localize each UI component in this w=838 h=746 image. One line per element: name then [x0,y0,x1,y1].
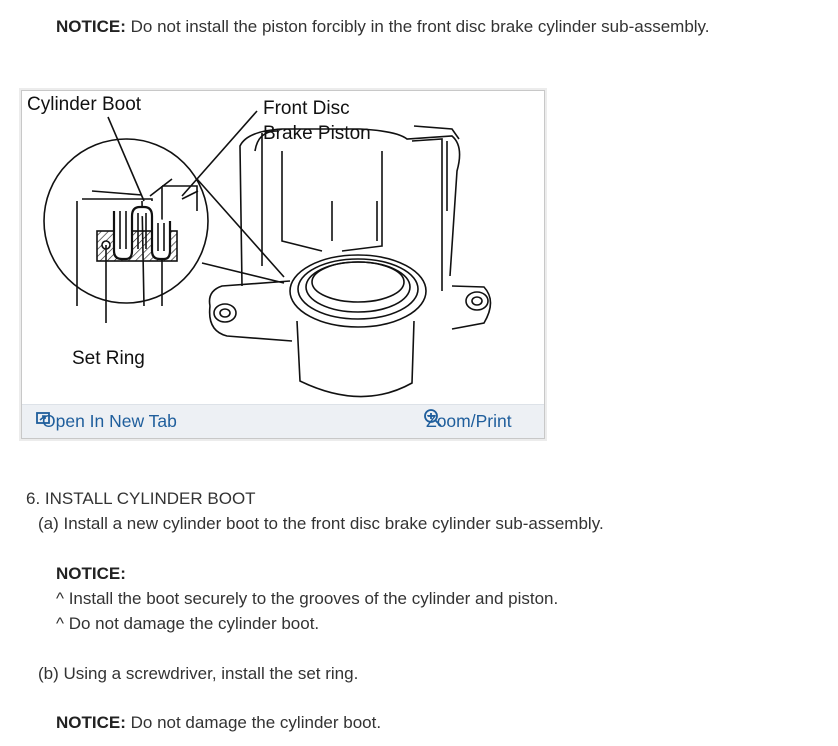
step-6a-bullet-1: ^ Install the boot securely to the grooves of the cylinder and piston. [56,589,559,608]
notice-text: Do not install the piston forcibly in the front disc brake cylinder sub-assembly. [125,17,710,36]
notice-label: NOTICE: [56,713,126,732]
step-6b-text: (b) Using a screwdriver, install the set ring. [38,664,359,683]
open-in-new-tab-link[interactable] [36,411,177,432]
zoom-print-text: Zoom/Print [426,411,512,431]
notice-text: Do not damage the cylinder boot. [125,713,382,732]
notice-label: NOTICE: [56,17,126,36]
figure-toolbar [22,404,544,438]
zoom-print-link[interactable] [423,408,512,429]
step-6a-bullet-2: ^ Do not damage the cylinder boot. [56,614,320,633]
front-disc-label-line2: Brake Piston [263,123,371,144]
step-6b-notice [56,713,381,733]
notice-label: NOTICE: [56,564,126,583]
step-6a-notice-label [56,564,126,584]
open-in-new-tab-text: Open In New Tab [42,411,177,431]
cylinder-boot-label: Cylinder Boot [27,94,142,115]
step-6a-text: (a) Install a new cylinder boot to the front disc brake cylinder sub-assembly. [38,514,604,533]
brake-piston-figure [21,90,545,439]
notice-top [56,17,710,37]
step-6-heading: 6. INSTALL CYLINDER BOOT [26,489,256,508]
front-disc-label-line1: Front Disc [263,98,350,119]
set-ring-label: Set Ring [72,348,145,369]
